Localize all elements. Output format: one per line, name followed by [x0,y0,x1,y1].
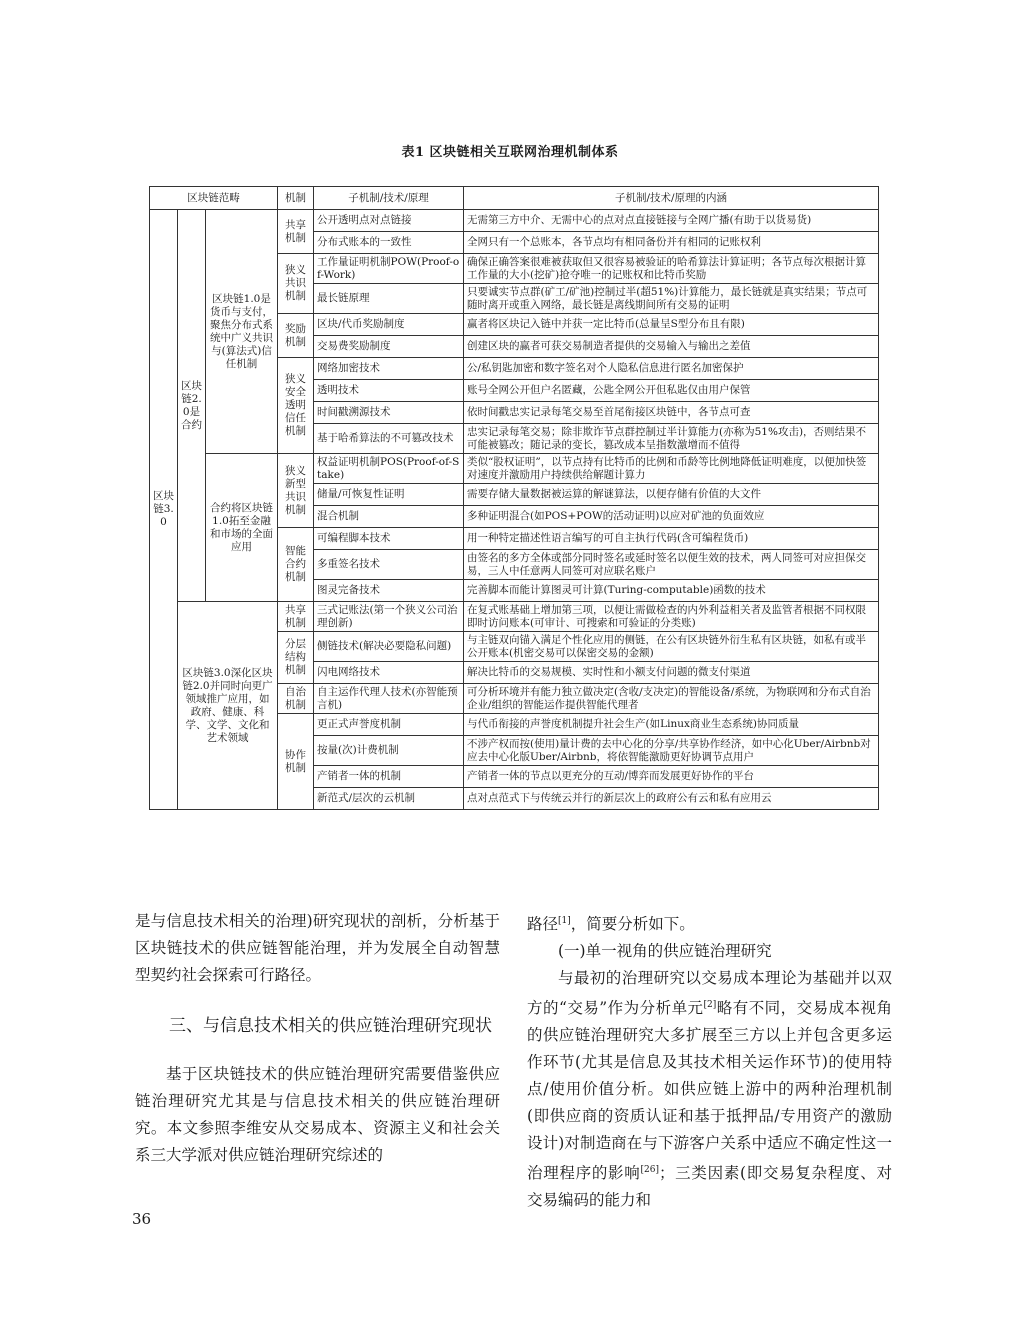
header-mechanism: 机制 [278,187,314,210]
left-column [135,908,500,1169]
mechanism-share: 共享机制 [278,210,314,254]
table-cell: 时间戳溯源技术 [314,402,464,424]
table-cell: 账号全网公开但户名匿藏，公匙全网公开但私匙仅由用户保管 [464,380,879,402]
text-run: ，简要分析如下。 [570,915,695,934]
table-row [150,210,879,232]
table-cell: 全网只有一个总账本，各节点均有相同备份并有相同的记账权利 [464,232,879,254]
category-blockchain-3: 区块链3.0 [150,210,178,810]
category-blockchain-3-deep: 区块链3.0深化区块链2.0并同时向更广领域推广应用，如政府、健康、科学、文学、文化和艺术领域 [178,602,278,810]
table-cell: 权益证明机制POS(Proof-of-Stake) [314,454,464,484]
governance-table [149,186,879,810]
section-heading: 三、与信息技术相关的供应链治理研究现状 [169,1016,492,1036]
table-cell: 不涉产权而按(使用)量计费的去中心化的分享/共享协作经济，如中心化Uber/Airbnb对应去中心化版Uber/Airbnb，将依智能激励更好协调节点用户 [464,736,879,766]
subsection-heading: (一)单一视角的供应链治理研究 [558,942,772,961]
mechanism-layer: 分层结构机制 [278,632,314,684]
category-blockchain-1: 区块链1.0是货币与支付，聚焦分布式系统中广义共识与(算法式)信任机制 [206,210,278,454]
table-cell: 无需第三方中介、无需中心的点对点直接链接与全网广播(有助于以货易货) [464,210,879,232]
table-cell: 可编程脚本技术 [314,528,464,550]
table-cell: 多重签名技术 [314,550,464,580]
table-cell: 产销者一体的机制 [314,766,464,788]
table-cell: 用一种特定描述性语言编写的可自主执行代码(含可编程货币) [464,528,879,550]
table-cell: 与主链双向锚入满足个性化应用的侧链，在公有区块链外衍生私有区块链，如私有或半公开账本(机密交易可以保密交易的金额) [464,632,879,662]
table-cell: 只要诚实节点群(矿工/矿池)控制过半(超51%)计算能力，最长链就是真实结果；节点可随时离开或重入网络，最长链是离线期间所有交易的证明 [464,284,879,314]
table-cell: 点对点范式下与传统云并行的新层次上的政府公有云和私有应用云 [464,788,879,810]
table-cell: 网络加密技术 [314,358,464,380]
right-column [527,908,892,1214]
table-cell: 分布式账本的一致性 [314,232,464,254]
text-run: ；三类因素(即交易复杂程度、对交易编码的能力和 [527,1164,892,1210]
table-cell: 基于哈希算法的不可篡改技术 [314,424,464,454]
table-cell: 可分析环境并有能力独立做决定(含收/支决定)的智能设备/系统，为物联网和分布式自治企业/组织的智能运作提供智能代理者 [464,684,879,714]
table-cell: 新范式/层次的云机制 [314,788,464,810]
table-cell: 依时间戳忠实记录每笔交易至首尾衔接区块链中，各节点可查 [464,402,879,424]
body-paragraph [527,965,892,1214]
category-contract: 合约将区块链1.0拓至金融和市场的全面应用 [206,454,278,602]
table-caption: 表1 区块链相关互联网治理机制体系 [401,145,619,160]
table-cell: 交易费奖励制度 [314,336,464,358]
mechanism-reward: 奖励机制 [278,314,314,358]
table-cell: 公开透明点对点链接 [314,210,464,232]
table-cell: 闪电网络技术 [314,662,464,684]
table-cell: 赢者将区块记入链中并获一定比特币(总量呈S型分布且有限) [464,314,879,336]
table-cell: 最长链原理 [314,284,464,314]
table-cell: 公/私钥匙加密和数字签名对个人隐私信息进行匿名加密保护 [464,358,879,380]
table-cell: 多种证明混合(如POS+POW的活动证明)以应对矿池的负面效应 [464,506,879,528]
table-cell: 更正式声誉度机制 [314,714,464,736]
page-number: 36 [132,1210,152,1228]
table-cell: 区块/代币奖励制度 [314,314,464,336]
table-row [150,454,879,484]
category-blockchain-2: 区块链2.0是合约 [178,210,206,602]
body-paragraph [527,908,892,938]
table-cell: 由签名的多方全体或部分同时签名或延时签名以便生效的技术，两人同签可对应担保交易，三人中任意两人同签可对应联名账户 [464,550,879,580]
mechanism-trust: 狭义安全透明信任机制 [278,358,314,454]
table-row [150,602,879,632]
header-meaning: 子机制/技术/原理的内涵 [464,187,879,210]
table-cell: 完善脚本而能计算图灵可计算(Turing-computable)函数的技术 [464,580,879,602]
header-category: 区块链范畴 [150,187,278,210]
text-run: 略有不同，交易成本视角的供应链治理研究大多扩展至三方以上并包含更多运作环节(尤其是信息及其技术相关运作环节)的使用特点/使用价值分析。如供应链上游中的两种治理机制(即供应商的资质认证和基于抵押品/专用资产的激励设计)对制造商在与下游客户关系中适应不确定性这一治理程序的影响 [527,999,892,1183]
mechanism-share-2: 共享机制 [278,602,314,632]
table-cell: 透明技术 [314,380,464,402]
citation: [1] [558,916,571,926]
mechanism-consensus: 狭义共识机制 [278,254,314,314]
mechanism-cooperation: 协作机制 [278,714,314,810]
table-cell: 确保正确答案很难被获取但又很容易被验证的哈希算法计算证明；各节点每次根据计算工作量的大小(挖矿)抢夺唯一的记账权和比特币奖励 [464,254,879,284]
body-paragraph: 基于区块链技术的供应链治理研究需要借鉴供应链治理研究尤其是与信息技术相关的供应链治理研究。本文参照李维安从交易成本、资源主义和社会关系三大学派对供应链治理研究综述的 [135,1065,500,1164]
table-cell: 创建区块的赢者可获交易制造者提供的交易输入与输出之差值 [464,336,879,358]
table-cell: 产销者一体的节点以更充分的互动/博弈而发展更好协作的平台 [464,766,879,788]
citation: [26] [640,1165,659,1176]
text-run: 路径 [527,915,559,934]
table-cell: 侧链技术(解决必要隐私问题) [314,632,464,662]
table-header-row [150,187,879,210]
mechanism-new-consensus: 狭义新型共识机制 [278,454,314,528]
table-cell: 与代币衔接的声誉度机制提升社会生产(如Linux商业生态系统)协同质量 [464,714,879,736]
table-cell: 需要存储大量数据被运算的解谜算法，以便存储有价值的大文件 [464,484,879,506]
header-submechanism: 子机制/技术/原理 [314,187,464,210]
text-run: 与最初的治理研究以交易成本理论为基础并以双方的“交易”作为分析单元 [527,969,892,1018]
table-cell: 忠实记录每笔交易；除非欺诈节点群控制过半计算能力(亦称为51%攻击)，否则结果不可能被篡改；随记录的变长，篡改成本呈指数激增而不值得 [464,424,879,454]
citation: [2] [703,1000,717,1011]
table-cell: 类似“股权证明”，以节点持有比特币的比例和币龄等比例地降低证明难度，以便加快签对速度并激励用户持续供给解题计算力 [464,454,879,484]
mechanism-autonomy: 自治机制 [278,684,314,714]
table-cell: 混合机制 [314,506,464,528]
body-paragraph: 是与信息技术相关的治理)研究现状的剖析，分析基于区块链技术的供应链智能治理，并为发展全自动智慧型契约社会探索可行路径。 [135,912,500,984]
table-cell: 自主运作代理人技术(亦智能预言机) [314,684,464,714]
table-cell: 按量(次)计费机制 [314,736,464,766]
table-cell: 三式记账法(第一个狭义公司治理创新) [314,602,464,632]
table-cell: 解决比特币的交易规模、实时性和小额支付问题的微支付渠道 [464,662,879,684]
table-cell: 工作量证明机制POW(Proof-of-Work) [314,254,464,284]
mechanism-smart-contract: 智能合约机制 [278,528,314,602]
table-cell: 图灵完备技术 [314,580,464,602]
table-cell: 在复式账基础上增加第三项，以便让需做检查的内外利益相关者及监管者根据不同权限即时访问账本(可审计、可搜索和可验证的分类账) [464,602,879,632]
table-cell: 储量/可恢复性证明 [314,484,464,506]
